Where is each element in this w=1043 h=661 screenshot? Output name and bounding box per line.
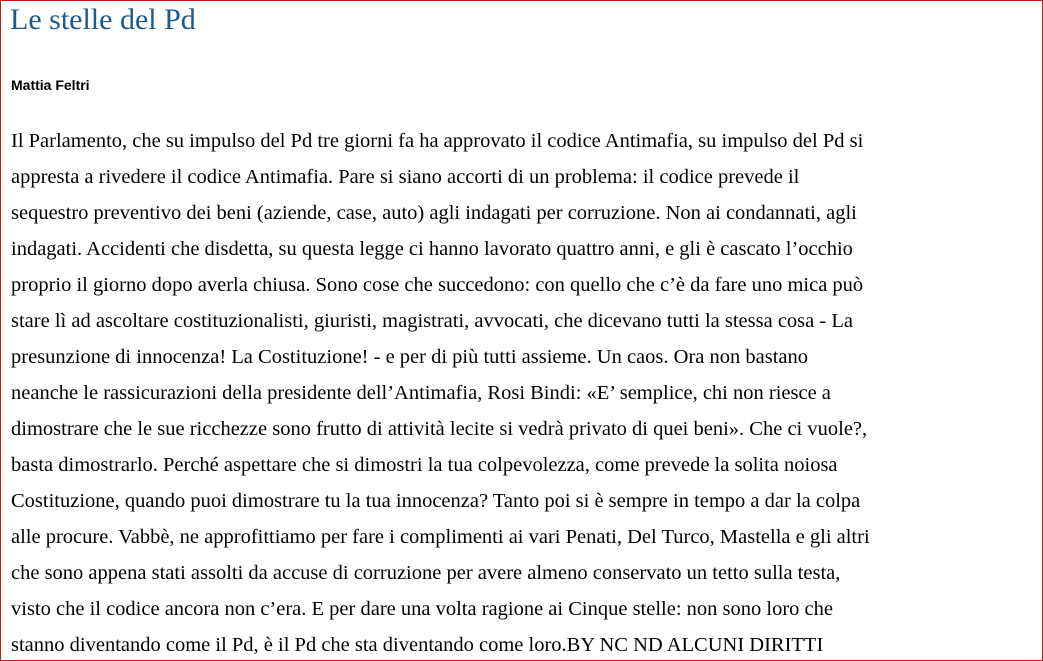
article-text-line: presunzione di innocenza! La Costituzione! - e per di più tutti assieme. Un caos. Ora non bastano: [11, 346, 808, 368]
article-text-line: indagati. Accidenti che disdetta, su questa legge ci hanno lavorato quattro anni, e gli è cascato l’occhio: [11, 238, 853, 260]
article-body: [11, 123, 1041, 661]
article-text-line: Costituzione, quando puoi dimostrare tu la tua innocenza? Tanto poi si è sempre in tempo a dar la colpa: [11, 490, 861, 512]
article-author: Mattia Feltri: [11, 77, 90, 93]
article-text-line: Il Parlamento, che su impulso del Pd tre giorni fa ha approvato il codice Antimafia, su impulso del Pd si: [11, 130, 864, 152]
article-text-line: sequestro preventivo dei beni (aziende, case, auto) agli indagati per corruzione. Non ai condannati, agli: [11, 202, 857, 224]
article-text-line: neanche le rassicurazioni della presidente dell’Antimafia, Rosi Bindi: «E’ semplice, chi non riesce a: [11, 382, 831, 404]
article-text-line: stare lì ad ascoltare costituzionalisti, giuristi, magistrati, avvocati, che dicevano tutti la stessa cosa - La: [11, 310, 853, 332]
article-title: Le stelle del Pd: [10, 3, 196, 36]
article-text-line: basta dimostrarlo. Perché aspettare che si dimostri la tua colpevolezza, come prevede la solita noiosa: [11, 454, 838, 476]
article-text-line: visto che il codice ancora non c’era. E per dare una volta ragione ai Cinque stelle: non sono loro che: [11, 598, 833, 620]
article-text-line: proprio il giorno dopo averla chiusa. Sono cose che succedono: con quello che c’è da fare uno mica può: [11, 274, 864, 296]
article-text-line: alle procure. Vabbè, ne approfittiamo per fare i complimenti ai vari Penati, Del Turco, Mastella e gli altri: [11, 526, 870, 548]
article-text-line: che sono appena stati assolti da accuse di corruzione per avere almeno conservato un tetto sulla testa,: [11, 562, 841, 584]
article-text-line: appresta a rivedere il codice Antimafia. Pare si siano accorti di un problema: il codice prevede il: [11, 166, 800, 188]
article-text-line: stanno diventando come il Pd, è il Pd che sta diventando come loro.BY NC ND ALCUNI DIRITTI: [11, 634, 824, 656]
article-text-line: dimostrare che le sue ricchezze sono frutto di attività lecite si vedrà privato di quei beni». Che ci vuole?,: [11, 418, 868, 440]
